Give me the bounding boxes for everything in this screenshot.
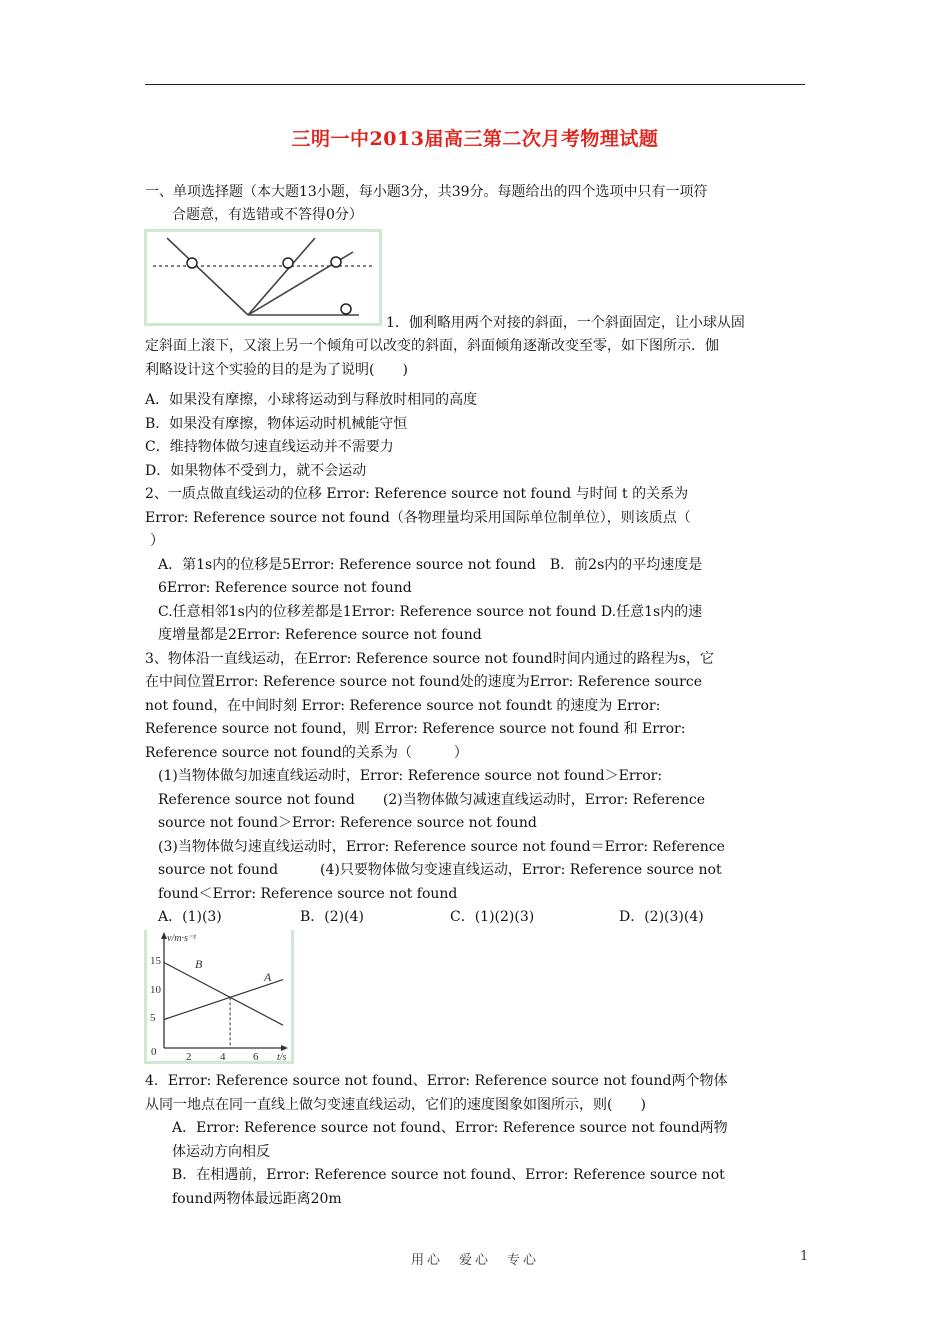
q1-option-a: A．如果没有摩擦，小球将运动到与释放时相同的高度 xyxy=(145,392,478,408)
section-heading-cont: 合题意，有选错或不答得0分） xyxy=(172,207,363,223)
series-a-line xyxy=(164,980,283,1020)
q1-line1: 1．伽利略用两个对接的斜面，一个斜面固定，让小球从固 xyxy=(386,315,745,331)
incline-figure xyxy=(144,229,382,326)
page-number: 1 xyxy=(800,1249,809,1264)
q4-option-a-cont: 体运动方向相反 xyxy=(172,1144,270,1160)
q3-line1: 3、物体沿一直线运动，在Error: Reference source not found时间内通过的路程为s，它 xyxy=(145,651,714,667)
q3-statement-2-cont: source not found＞Error: Reference source not found xyxy=(158,815,537,831)
series-b-label: B xyxy=(195,957,203,971)
q1-option-d: D．如果物体不受到力，就不会运动 xyxy=(145,463,367,479)
q2-line2: Error: Reference source not found（各物理量均采用国际单位制单位），则该质点（ xyxy=(145,510,691,526)
q1-option-c: C．维持物体做匀速直线运动并不需要力 xyxy=(145,439,394,455)
ball-1 xyxy=(187,258,197,268)
page-title: 三明一中2013届高三第二次月考物理试题 xyxy=(291,128,659,150)
q4-option-b-cont: found两物体最远距离20m xyxy=(172,1191,342,1207)
ball-3 xyxy=(331,257,341,267)
page-footer: 用心 爱心 专心 xyxy=(410,1253,539,1268)
x-tick-4: 4 xyxy=(220,1051,226,1061)
q3-option-d: D．(2)(3)(4) xyxy=(619,909,704,925)
y-axis-label: v/m·s⁻¹ xyxy=(167,933,197,944)
q2-option-d-cont: 度增量都是2Error: Reference source not found xyxy=(158,627,482,643)
q3-line4: Reference source not found，则 Error: Reference source not found 和 Error: xyxy=(145,721,686,737)
q3-statement-2: Reference source not found (2)当物体做匀减速直线运动时，Error: Reference xyxy=(158,792,706,808)
fixed-incline xyxy=(167,238,248,315)
y-tick-0: 0 xyxy=(151,1046,157,1058)
q4-line1: 4．Error: Reference source not found、Error: Reference source not found两个物体 xyxy=(145,1073,728,1089)
steep-incline xyxy=(248,238,315,315)
q3-statement-4-cont: found＜Error: Reference source not found xyxy=(158,886,458,902)
q4-line2: 从同一地点在同一直线上做匀变速直线运动，它们的速度图象如图所示，则( ) xyxy=(145,1097,646,1113)
header-rule xyxy=(145,84,805,85)
y-tick-15: 15 xyxy=(150,955,161,967)
velocity-time-chart xyxy=(147,930,291,1061)
y-tick-5: 5 xyxy=(150,1012,156,1024)
q2-option-ab: A．第1s内的位移是5Error: Reference source not found B．前2s内的平均速度是 xyxy=(158,557,703,573)
q4-option-b: B．在相遇前，Error: Reference source not found、Error: Reference source not xyxy=(172,1167,725,1183)
q2-line3: ） xyxy=(150,533,164,549)
q3-option-b: B．(2)(4) xyxy=(300,909,364,925)
q4-option-a: A．Error: Reference source not found、Error: Reference source not found两物 xyxy=(172,1120,728,1136)
q3-statement-4: source not found (4)只要物体做匀变速直线运动，Error: Reference source not xyxy=(158,862,722,878)
q3-line3: not found，在中间时刻 Error: Reference source not foundt 的速度为 Error: xyxy=(145,698,661,714)
q3-line5: Reference source not found的关系为（ ） xyxy=(145,745,468,761)
section-heading: 一、单项选择题（本大题13小题，每小题3分，共39分。每题给出的四个选项中只有一项符 xyxy=(145,184,708,200)
q3-line2: 在中间位置Error: Reference source not found处的速度为Error: Reference source xyxy=(145,674,702,690)
y-tick-10: 10 xyxy=(150,984,161,996)
q3-statement-1: (1)当物体做匀加速直线运动时，Error: Reference source not found＞Error: xyxy=(158,768,663,784)
velocity-graph-figure xyxy=(144,930,294,1064)
q2-line1: 2、一质点做直线运动的位移 Error: Reference source not found 与时间 t 的关系为 xyxy=(145,486,689,502)
ball-2 xyxy=(283,258,293,268)
q3-option-a: A．(1)(3) xyxy=(158,909,222,925)
q3-option-c: C．(1)(2)(3) xyxy=(450,909,535,925)
q3-statement-3: (3)当物体做匀速直线运动时，Error: Reference source not found＝Error: Reference xyxy=(158,839,725,855)
series-a-label: A xyxy=(264,970,272,984)
x-tick-2: 2 xyxy=(186,1051,192,1061)
ball-4 xyxy=(341,304,351,314)
q2-option-b-cont: 6Error: Reference source not found xyxy=(158,580,412,596)
x-tick-6: 6 xyxy=(253,1051,259,1061)
q1-line3: 利略设计这个实验的目的是为了说明( ) xyxy=(145,362,408,378)
q1-option-b: B．如果没有摩擦，物体运动时机械能守恒 xyxy=(145,416,408,432)
x-axis-arrow xyxy=(281,1045,288,1051)
q2-option-cd: C.任意相邻1s内的位移差都是1Error: Reference source not found D.任意1s内的速 xyxy=(158,604,703,620)
q1-line2: 定斜面上滚下，又滚上另一个倾角可以改变的斜面，斜面倾角逐渐改变至零，如下图所示．伽 xyxy=(145,338,719,354)
incline-diagram xyxy=(147,232,379,323)
x-axis-label: t/s xyxy=(277,1052,287,1061)
